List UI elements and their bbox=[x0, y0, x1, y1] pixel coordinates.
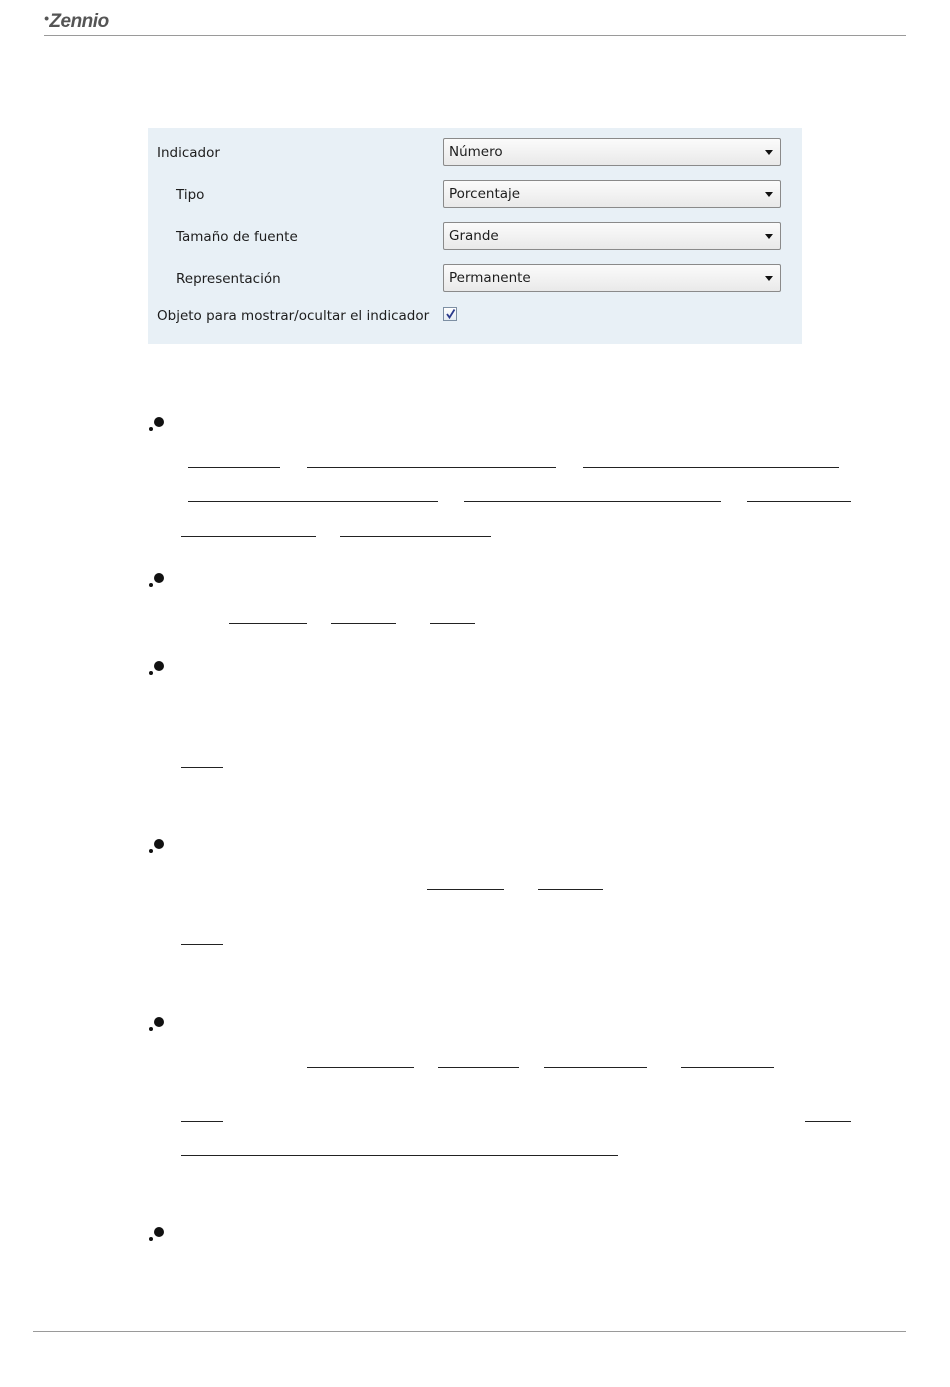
underline-mark bbox=[188, 467, 280, 468]
chevron-down-icon bbox=[765, 192, 773, 197]
bullet-icon bbox=[148, 839, 164, 855]
underline-mark bbox=[188, 501, 438, 502]
chevron-down-icon bbox=[765, 150, 773, 155]
underline-mark bbox=[538, 889, 603, 890]
tamano-value: Grande bbox=[449, 228, 499, 244]
underline-mark bbox=[427, 889, 504, 890]
underline-mark bbox=[181, 536, 316, 537]
underline-mark bbox=[544, 1067, 647, 1068]
bullet-icon bbox=[148, 1227, 164, 1243]
tamano-select[interactable] bbox=[443, 222, 781, 250]
underline-mark bbox=[181, 767, 223, 768]
underline-mark bbox=[229, 623, 307, 624]
bullet-icon bbox=[148, 1017, 164, 1033]
bullet-icon bbox=[148, 417, 164, 433]
tipo-label: Tipo bbox=[176, 187, 205, 203]
indicador-label: Indicador bbox=[157, 145, 220, 161]
tamano-label: Tamaño de fuente bbox=[176, 229, 298, 245]
tipo-value: Porcentaje bbox=[449, 186, 521, 202]
underline-mark bbox=[805, 1121, 851, 1122]
underline-mark bbox=[181, 1121, 223, 1122]
zennio-logo: •Zennio bbox=[44, 10, 109, 32]
bullet-icon bbox=[148, 661, 164, 677]
representacion-select[interactable] bbox=[443, 264, 781, 292]
chevron-down-icon bbox=[765, 276, 773, 281]
underline-mark bbox=[181, 1155, 618, 1156]
objeto-label: Objeto para mostrar/ocultar el indicador bbox=[157, 308, 430, 324]
underline-mark bbox=[438, 1067, 519, 1068]
underline-mark bbox=[681, 1067, 774, 1068]
indicador-select[interactable] bbox=[443, 138, 781, 166]
header-rule bbox=[44, 35, 906, 36]
objeto-checkbox[interactable] bbox=[443, 307, 457, 321]
indicador-value: Número bbox=[449, 144, 503, 160]
checkmark-icon bbox=[445, 308, 456, 320]
chevron-down-icon bbox=[765, 234, 773, 239]
underline-mark bbox=[430, 623, 475, 624]
underline-mark bbox=[340, 536, 491, 537]
bullet-icon bbox=[148, 573, 164, 589]
underline-mark bbox=[307, 467, 556, 468]
underline-mark bbox=[331, 623, 396, 624]
representacion-value: Permanente bbox=[449, 270, 531, 286]
representacion-label: Representación bbox=[176, 271, 281, 287]
underline-mark bbox=[583, 467, 839, 468]
tipo-select[interactable] bbox=[443, 180, 781, 208]
underline-mark bbox=[307, 1067, 414, 1068]
underline-mark bbox=[464, 501, 721, 502]
footer-rule bbox=[33, 1331, 906, 1332]
underline-mark bbox=[181, 944, 223, 945]
underline-mark bbox=[747, 501, 851, 502]
